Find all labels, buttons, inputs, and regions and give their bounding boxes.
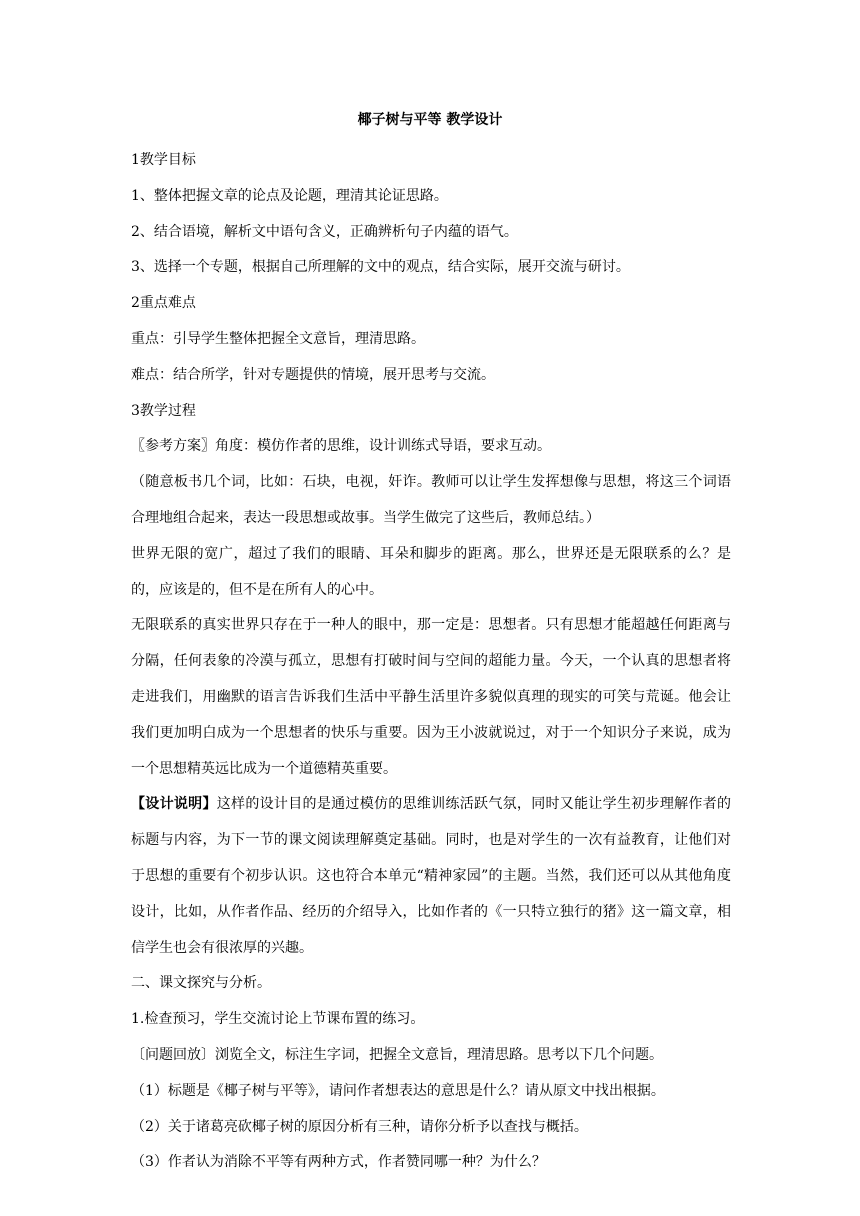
goal-item: 3、选择一个专题，根据自己所理解的文中的观点，结合实际，展开交流与研讨。 (131, 259, 630, 276)
question-item: （2）关于诸葛亮砍椰子树的原因分析有三种，请你分析予以查找与概括。 (131, 1118, 588, 1135)
design-note-label: 【设计说明】 (131, 796, 217, 813)
part-two-heading: 二、课文探究与分析。 (131, 975, 271, 992)
section-heading-teaching-goals: 1教学目标 (131, 152, 196, 168)
section-heading-key-points: 2重点难点 (131, 295, 196, 312)
design-note-text: 这样的设计目的是通过模仿的思维训练活跃气氛，同时又能让学生初步理解作者的标题与内容，为下一节的课文阅读理解奠定基础。同时，也是对学生的一次有益教育，让他们对于思想的重要有个初步认识。这也符合本单元“精神家园”的主题。当然，我们还可以从其他角度设计，比如，从作者作品、经历的介绍导入，比如作者的《一只特立独行的猪》这一篇文章，相信学生也会有很浓厚的兴趣。 (131, 796, 732, 956)
reference-plan: 〖参考方案〗角度：模仿作者的思维，设计训练式导语，要求互动。 (131, 438, 551, 455)
thinker-paragraph: 无限联系的真实世界只存在于一种人的眼中，那一定是：思想者。只有思想才能超越任何距离与分隔，任何表象的冷漠与孤立，思想有打破时间与空间的超能力量。今天，一个认真的思想者将走进我们，用幽默的语言告诉我们生活中平静生活里许多貌似真理的现实的可笑与荒诞。他会让我们更加明白成为一个思想者的快乐与重要。因为王小波就说过，对于一个知识分子来说，成为一个思想精英远比成为一个道德精英重要。 (131, 617, 731, 777)
question-item: （3）作者认为消除不平等有两种方式，作者赞同哪一种？为什么？ (131, 1154, 546, 1171)
goal-item: 1、整体把握文章的论点及论题，理清其论证思路。 (131, 187, 448, 204)
key-point-item: 难点：结合所学，针对专题提供的情境，展开思考与交流。 (131, 366, 495, 383)
section-heading-teaching-process: 3教学过程 (131, 402, 196, 419)
step-one: 1.检查预习，学生交流讨论上节课布置的练习。 (131, 1011, 425, 1028)
question-review: 〔问题回放〕浏览全文，标注生字词，把握全文意旨，理清思路。思考以下几个问题。 (131, 1046, 663, 1063)
document-body (131, 143, 731, 1181)
goal-item: 2、结合语境，解析文中语句含义，正确辨析句子内蕴的语气。 (131, 223, 518, 240)
intro-paragraph: 世界无限的宽广，超过了我们的眼睛、耳朵和脚步的距离。那么，世界还是无限联系的么？是的，应该是的，但不是在所有人的心中。 (131, 545, 731, 598)
design-note-paragraph (131, 787, 731, 966)
board-note-paragraph: （随意板书几个词，比如：石块，电视，奸诈。教师可以让学生发挥想像与思想，将这三个词语合理地组合起来，表达一段思想或故事。当学生做完了这些后，教师总结。） (131, 474, 731, 526)
question-item: （1）标题是《椰子树与平等》，请问作者想表达的意思是什么？请从原文中找出根据。 (131, 1082, 665, 1099)
document-title: 椰子树与平等 教学设计 (357, 112, 503, 128)
key-point-item: 重点：引导学生整体把握全文意旨，理清思路。 (131, 330, 425, 347)
